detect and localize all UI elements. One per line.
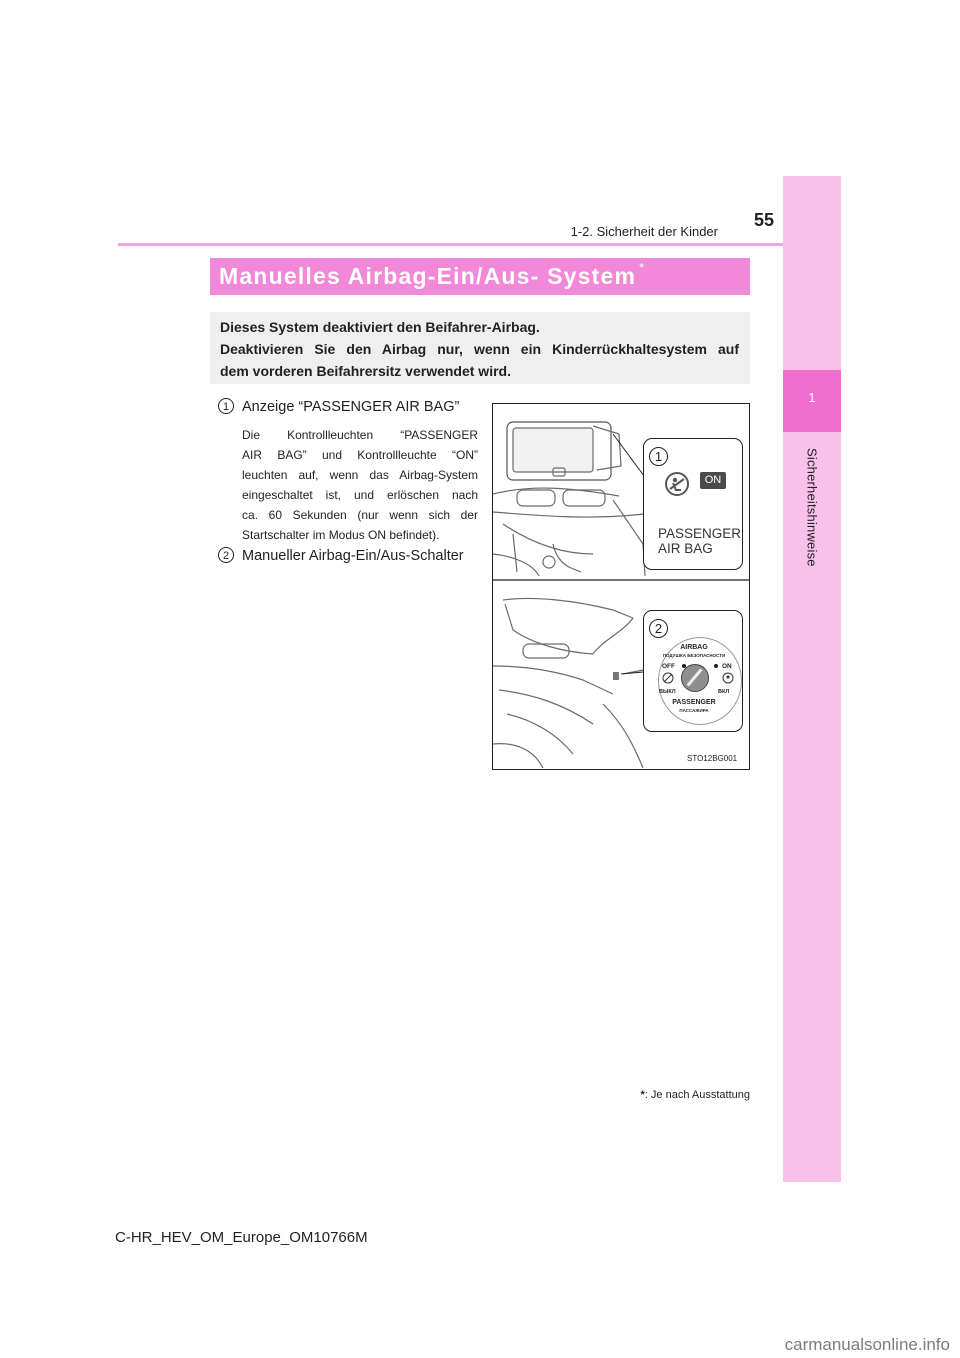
item-number-badge: 2 [218, 547, 234, 563]
footnote-marker: * [640, 1089, 645, 1101]
indicator-text-line: PASSENGER [658, 526, 742, 541]
footnote-marker: * [639, 260, 645, 275]
document-id: C-HR_HEV_OM_Europe_OM10766M [115, 1229, 368, 1246]
indicator-text-line: AIR BAG [658, 541, 713, 556]
off-label-ru: ВЫКЛ [659, 689, 676, 695]
chapter-tab-label-text: Sicherheitshinweise [804, 448, 820, 567]
footnote [560, 1089, 750, 1101]
on-label: ON [722, 663, 732, 670]
key-switch-knob [681, 664, 709, 692]
on-label-ru: ВКЛ [718, 689, 730, 695]
key-slot [687, 668, 703, 686]
intro-line: Deaktivieren Sie den Airbag nur, wenn ein Kinderrückhaltesystem auf [220, 341, 739, 357]
callout-number-badge: 2 [649, 619, 668, 638]
figure-caption: STO12BG001 [687, 754, 738, 763]
side-tab-strip [783, 176, 841, 1182]
item-title: Anzeige “PASSENGER AIR BAG” [242, 399, 460, 415]
section-title-bar [210, 258, 750, 295]
description-line: eingeschaltet ist, und erlöschen nach [242, 488, 478, 502]
switch-passenger-label: PASSENGER [672, 699, 716, 706]
callout-number-badge: 1 [649, 447, 668, 466]
header-rule [118, 243, 783, 246]
on-indicator: ON [700, 472, 726, 489]
section-title: Manuelles Airbag-Ein/Aus- System [219, 263, 637, 289]
intro-line: Dieses System deaktiviert den Beifahrer-Airbag. [220, 319, 540, 335]
item-title: Manueller Airbag-Ein/Aus-Schalter [242, 548, 464, 564]
item-description [242, 425, 478, 545]
chapter-heading: 1-2. Sicherheit der Kinder [570, 224, 718, 239]
indicator-callout [643, 438, 743, 570]
switch-label: AIRBAG [680, 644, 708, 651]
description-line: ca. 60 Sekunden (nur wenn sich der [242, 508, 478, 522]
switch-passenger-label-ru: ПАССАЖИРА [679, 708, 709, 713]
description-line: Die Kontrollleuchten “PASSENGER [242, 428, 478, 442]
airbag-off-indicator-icon [664, 471, 690, 497]
switch-label-ru: ПОДУШКА БЕЗОПАСНОСТИ [662, 653, 726, 658]
description-line: AIR BAG” und Kontrollleuchte “ON” [242, 448, 478, 462]
chapter-tab-label [783, 448, 841, 618]
intro-line: dem vorderen Beifahrersitz verwendet wird. [220, 363, 511, 379]
intro-box [210, 312, 750, 384]
off-label: OFF [662, 663, 675, 670]
description-line: Startschalter im Modus ON befindet). [242, 528, 440, 542]
description-line: leuchten auf, wenn das Airbag-System [242, 468, 478, 482]
watermark: carmanualsonline.info [784, 1335, 950, 1354]
chapter-tab-number: 1 [808, 390, 816, 405]
airbag-icon [722, 672, 734, 684]
on-position-dot [714, 664, 718, 668]
child-seat-icon [662, 672, 674, 684]
dashboard-figure [492, 403, 750, 770]
item-number-badge: 1 [218, 398, 234, 414]
switch-callout [643, 610, 743, 732]
page-number: 55 [753, 210, 774, 230]
footnote-text: : Je nach Ausstattung [644, 1089, 750, 1101]
